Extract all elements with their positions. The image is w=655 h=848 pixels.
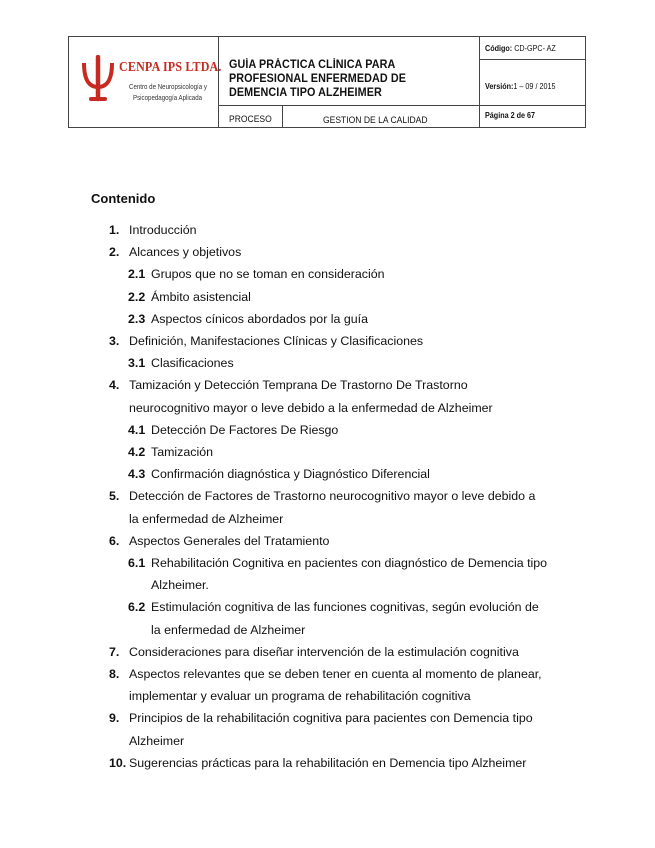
toc-entry-text: Confirmación diagnóstica y Diagnóstico Diferencial bbox=[151, 467, 430, 482]
toc-entry-number: 10. bbox=[109, 755, 127, 770]
toc-entry-text: Aspectos cínicos abordados por la guía bbox=[151, 311, 368, 326]
toc-entry-number: 8. bbox=[109, 667, 120, 681]
page-number bbox=[485, 111, 535, 120]
toc-entry-text: la enfermedad de Alzheimer bbox=[129, 511, 284, 526]
toc-entry-text: la enfermedad de Alzheimer bbox=[151, 622, 306, 637]
toc-entry-text: Introducción bbox=[129, 223, 197, 237]
toc-entry-text: Estimulación cognitiva de las funciones cognitivas, según evolución de bbox=[151, 600, 539, 615]
toc-entry bbox=[128, 599, 539, 615]
toc-entry bbox=[128, 466, 430, 482]
psi-logo-icon bbox=[81, 55, 115, 103]
document-title: GUÍA PRÁCTICA CLÍNICA PARA PROFESIONAL ENFERMEDAD DE DEMENCIA TIPO ALZHEIMER bbox=[229, 58, 407, 99]
toc-entry bbox=[128, 577, 209, 593]
toc-entry-number: 3. bbox=[109, 334, 120, 348]
page-label: Página bbox=[485, 111, 509, 120]
toc-entry-text: neurocognitivo mayor o leve debido a la enfermedad de Alzheimer bbox=[129, 400, 493, 415]
toc-entry-number: 2.2 bbox=[128, 289, 146, 304]
toc-entry bbox=[109, 400, 493, 416]
toc-entry-number: 6. bbox=[109, 533, 120, 548]
toc-entry bbox=[109, 755, 526, 771]
toc-entry-text: Tamización bbox=[151, 445, 213, 459]
toc-entry-text: Clasificaciones bbox=[151, 356, 234, 371]
version-label: Versión: bbox=[485, 82, 514, 91]
document-version bbox=[485, 82, 555, 91]
toc-entry bbox=[128, 422, 338, 438]
toc-entry-text: Grupos que no se toman en consideración bbox=[151, 267, 385, 282]
toc-entry-text: Alzheimer. bbox=[151, 578, 209, 593]
toc-entry-text: Principios de la rehabilitación cognitiva para pacientes con Demencia tipo bbox=[129, 711, 533, 726]
toc-entry-text: Sugerencias prácticas para la rehabilitación en Demencia tipo Alzheimer bbox=[129, 755, 527, 770]
toc-entry-text: Definición, Manifestaciones Clínicas y Clasificaciones bbox=[129, 334, 424, 348]
toc-entry bbox=[109, 533, 329, 549]
toc-entry-number: 2. bbox=[109, 245, 120, 260]
toc-entry-number: 4.2 bbox=[128, 445, 146, 459]
header-divider bbox=[218, 105, 585, 106]
logo-subtitle: Psicopedagogía Aplicada bbox=[133, 93, 203, 102]
header-divider bbox=[282, 105, 283, 127]
toc-heading: Contenido bbox=[91, 191, 156, 206]
toc-entry-text: Aspectos relevantes que se deben tener en cuenta al momento de planear, bbox=[129, 667, 542, 681]
page-value: 2 de 67 bbox=[510, 111, 536, 120]
version-value: 1 – 09 / 2015 bbox=[513, 82, 556, 91]
document-header-table bbox=[68, 36, 586, 128]
toc-entry-number: 2.3 bbox=[128, 311, 146, 326]
toc-entry-text: Consideraciones para diseñar intervención de la estimulación cognitiva bbox=[129, 644, 519, 659]
toc-entry bbox=[128, 622, 305, 638]
toc-entry bbox=[128, 355, 234, 371]
toc-entry-number: 3.1 bbox=[128, 356, 146, 371]
toc-entry bbox=[109, 710, 533, 726]
company-logo bbox=[77, 53, 222, 115]
toc-entry bbox=[109, 733, 184, 749]
process-label: PROCESO bbox=[229, 114, 272, 125]
toc-entry-text: Detección de Factores de Trastorno neurocognitivo mayor o leve debido a bbox=[129, 489, 536, 504]
toc-entry-number: 4.3 bbox=[128, 467, 146, 482]
header-divider bbox=[218, 37, 219, 127]
toc-entry bbox=[128, 555, 547, 571]
toc-entry bbox=[109, 644, 519, 660]
toc-entry bbox=[109, 666, 542, 682]
toc-entry bbox=[109, 222, 197, 238]
toc-entry bbox=[128, 289, 251, 305]
toc-entry bbox=[109, 333, 423, 349]
header-divider bbox=[479, 59, 585, 60]
toc-entry bbox=[128, 311, 368, 327]
toc-entry-text: Alzheimer bbox=[129, 733, 185, 748]
toc-entry-text: Rehabilitación Cognitiva en pacientes con diagnóstico de Demencia tipo bbox=[151, 556, 548, 570]
toc-entry-text: Alcances y objetivos bbox=[129, 245, 242, 260]
toc-entry-text: Tamización y Detección Temprana De Trastorno De Trastorno bbox=[129, 378, 468, 393]
toc-entry-number: 5. bbox=[109, 489, 120, 504]
toc-entry bbox=[128, 444, 213, 460]
toc-entry-number: 7. bbox=[109, 644, 120, 659]
toc-entry bbox=[109, 511, 283, 527]
toc-entry bbox=[109, 244, 241, 260]
toc-entry-number: 2.1 bbox=[128, 267, 146, 282]
logo-name: CENPA IPS LTDA. bbox=[119, 60, 222, 75]
code-value: CD-GPC- AZ bbox=[514, 44, 556, 53]
toc-entry-number: 1. bbox=[109, 223, 120, 237]
logo-subtitle: Centro de Neuropsicología y bbox=[129, 82, 207, 91]
toc-entry-text: Aspectos Generales del Tratamiento bbox=[129, 533, 330, 548]
code-label: Código: bbox=[485, 44, 513, 53]
toc-entry bbox=[109, 488, 535, 504]
toc-entry-text: Ámbito asistencial bbox=[151, 289, 251, 304]
process-value: GESTION DE LA CALIDAD bbox=[323, 115, 428, 126]
toc-entry bbox=[128, 266, 385, 282]
toc-entry-number: 4.1 bbox=[128, 422, 146, 437]
toc-entry-number: 6.1 bbox=[128, 556, 146, 570]
toc-entry bbox=[109, 688, 471, 704]
toc-entry-number: 6.2 bbox=[128, 600, 146, 615]
header-divider bbox=[479, 37, 480, 127]
toc-entry-text: Detección De Factores De Riesgo bbox=[151, 422, 339, 437]
toc-entry-number: 9. bbox=[109, 711, 120, 726]
toc-entry-number: 4. bbox=[109, 378, 120, 393]
toc-entry-text: implementar y evaluar un programa de rehabilitación cognitiva bbox=[129, 689, 471, 704]
toc-entry bbox=[109, 377, 468, 393]
document-code bbox=[485, 44, 556, 53]
